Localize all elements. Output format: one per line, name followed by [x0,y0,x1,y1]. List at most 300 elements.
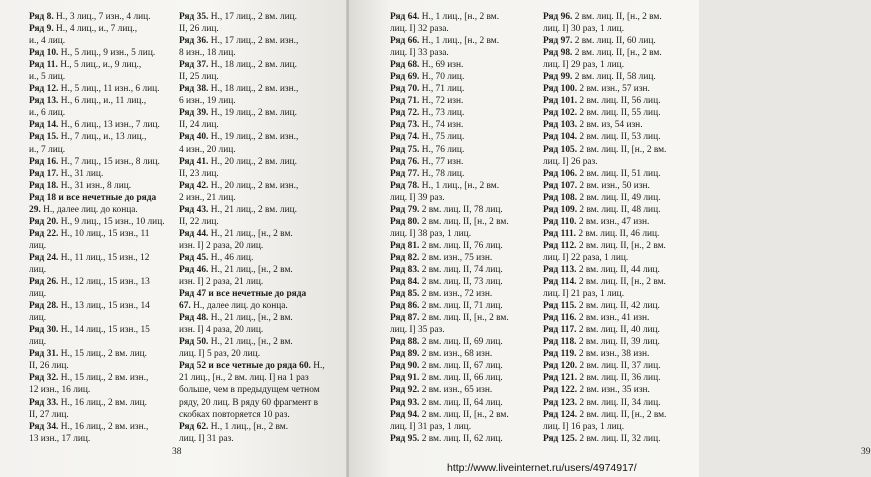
instruction-line [390,168,540,180]
row-text: 2 вм. лиц. II, 53 лиц. [577,132,661,143]
instruction-line [179,47,339,59]
row-label: Ряд 84. [390,277,420,288]
row-text: Н., 73 лиц. [419,108,465,119]
instruction-line [179,192,339,204]
row-text: Н., 21 лиц., [н., 2 вм. [208,337,293,348]
row-text: 2 вм. лиц. II, 36 лиц. [577,373,661,384]
row-text: 2 вм. лиц. II, 55 лиц. [577,108,661,119]
instruction-line [543,59,693,71]
instruction-line [179,288,339,300]
row-label: Ряд 95. [390,433,420,444]
row-text: 12 изн., 16 лиц. [29,385,91,396]
instruction-line [29,192,174,204]
instruction-line [390,107,540,119]
row-text: Н., 5 лиц., 9 изн., 5 лиц. [58,48,156,59]
instruction-line [543,409,693,421]
row-text: изн. I] 2 раза, 20 лиц. [179,240,264,251]
instruction-line [543,119,693,131]
row-text: Н., 21 лиц., 2 вм. лиц. [208,204,297,215]
row-label: Ряд 26. [29,277,59,288]
row-text: Н., 17 лиц., 2 вм. лиц. [208,12,297,22]
row-text: лиц. I] 32 раза. [390,24,449,35]
instruction-line [543,131,693,143]
row-text: 2 вм. лиц. II, 74 лиц. [419,264,503,275]
instruction-line [543,35,693,47]
instruction-line [179,372,339,384]
instruction-line [543,276,693,288]
instruction-line [29,23,174,35]
instruction-line [390,156,540,168]
row-text: 2 вм. лиц. II, 42 лиц. [576,301,660,312]
row-label: Ряд 81. [390,240,420,251]
row-label: Ряд 107. [543,180,578,191]
row-label: Ряд 33. [29,397,59,408]
instruction-line [179,11,339,23]
instruction-line [179,384,339,396]
row-label: Ряд 30. [29,325,59,336]
instruction-line [179,348,339,360]
row-label: Ряд 91. [390,373,420,384]
row-label: Ряд 116. [543,313,577,324]
instruction-line [390,421,540,433]
row-label: Ряд 13. [29,96,59,107]
instruction-line [390,95,540,107]
row-label: Ряд 69. [390,72,420,83]
row-label: Ряд 11. [29,60,58,71]
instruction-line [29,95,174,107]
row-text: 2 вм. лиц. II, 62 лиц. [419,433,503,444]
row-label: Ряд 15. [29,132,59,143]
instruction-line [179,71,339,83]
row-text: 2 вм. лиц. II, 39 лиц. [576,337,660,348]
row-label: Ряд 117. [543,325,577,336]
row-text: 8 изн., 18 лиц. [179,48,236,59]
row-label: Ряд 45. [179,252,209,263]
instruction-line [29,71,174,83]
row-text: лиц. [29,240,47,251]
row-text: ряду, 20 лиц. В ряду 60 фрагмент в [179,397,319,408]
instruction-line [29,324,174,336]
row-text: 2 вм. изн., 65 изн. [419,385,493,396]
instruction-line [390,264,540,276]
row-text: Н., 5 лиц., 11 изн., 6 лиц. [58,84,160,95]
instruction-line [390,288,540,300]
instruction-line [543,23,693,35]
row-label: Ряд 68. [390,60,420,71]
instruction-line [179,144,339,156]
instruction-line [179,83,339,95]
instruction-line [543,348,693,360]
row-text: II, 22 лиц. [179,216,219,227]
left-page [0,0,348,477]
row-text: II, 25 лиц. [179,72,219,83]
instruction-line [29,384,174,396]
instruction-line [179,264,339,276]
instruction-line [543,71,693,83]
row-text: лиц. I] 16 раз, 1 лиц. [543,421,625,432]
instruction-line [390,348,540,360]
row-text: Н., 18 лиц., 2 вм. лиц. [208,60,297,71]
row-text: Н., 4 лиц., и., 7 лиц., [53,24,138,35]
row-label: Ряд 42. [179,180,209,191]
row-label: Ряд 114. [543,277,577,288]
row-text: 2 вм. лиц. II, 37 лиц. [577,361,661,372]
row-label: Ряд 50. [179,337,209,348]
instruction-line [390,276,540,288]
row-label: Ряд 52 и все четные до ряда 60. [179,361,311,372]
row-text: 2 вм. лиц. II, 49 лиц. [577,192,661,203]
row-label: Ряд 83. [390,264,420,275]
instruction-line [390,59,540,71]
instruction-line [543,228,693,240]
instruction-line [29,59,174,71]
row-text: 2 вм. лиц. II, 71 лиц. [419,301,503,312]
row-text: скобках повторяется 10 раз. [179,409,290,420]
instruction-line [29,204,174,216]
left-page-column-2 [179,11,339,445]
instruction-line [390,180,540,192]
instruction-line [543,144,693,156]
right-page-column-1 [390,11,540,445]
instruction-line [29,119,174,131]
row-label: Ряд 87. [390,313,420,324]
row-label: Ряд 62. [179,421,209,432]
row-text: и., 5 лиц. [29,72,66,83]
row-text: Н., 11 лиц., 15 изн., 12 [58,252,150,263]
instruction-line [543,204,693,216]
instruction-line [543,107,693,119]
row-text: 2 вм. лиц. II, [н., 2 вм. [576,277,666,288]
row-label: Ряд 97. [543,36,573,47]
instruction-line [543,336,693,348]
row-text: Н., 31 изн., 8 лиц. [58,180,132,191]
row-label: Ряд 80. [390,216,420,227]
row-text: Н., далее лиц. до конца. [40,204,138,215]
row-text: Н., 17 лиц., 2 вм. изн., [208,36,299,47]
row-label: Ряд 106. [543,168,578,179]
row-text: II, 24 лиц. [179,120,219,131]
row-label: Ряд 124. [543,409,578,420]
instruction-line [390,204,540,216]
row-text: Н., 10 лиц., 15 изн., 11 [58,228,150,239]
row-text: 6 изн., 19 лиц. [179,96,236,107]
row-label: Ряд 76. [390,156,420,167]
page-number-left: 38 [172,447,182,457]
row-text: лиц. I] 35 раз. [390,325,445,336]
row-label: Ряд 74. [390,132,420,143]
row-text: 2 вм. изн., 35 изн. [577,385,650,396]
row-text: 2 вм. изн., 50 изн. [577,180,650,191]
row-text: 2 вм. изн., 47 изн. [576,216,650,227]
row-text: Н., 18 лиц., 2 вм. изн., [208,84,299,95]
row-label: Ряд 112. [543,240,577,251]
row-text: лиц. I] 31 раз. [179,433,234,444]
instruction-line [543,168,693,180]
row-text: Н., 21 лиц., [н., 2 вм. [208,264,293,275]
row-label: Ряд 34. [29,421,59,432]
row-label: Ряд 75. [390,144,420,155]
row-text: 2 вм. лиц. II, [н., 2 вм. [419,216,509,227]
instruction-line [390,397,540,409]
instruction-line [179,156,339,168]
row-label: Ряд 48. [179,313,209,324]
instruction-line [390,300,540,312]
row-text: 2 вм. лиц. II, 34 лиц. [577,397,661,408]
row-text: Н., 74 изн. [419,120,464,131]
instruction-line [179,421,339,433]
row-text: лиц. [29,264,47,275]
row-label: Ряд 43. [179,204,209,215]
row-text: лиц. I] 29 раз, 1 лиц. [543,60,625,71]
instruction-line [179,312,339,324]
row-label: Ряд 70. [390,84,420,95]
row-text: 2 вм. лиц. II, 32 лиц. [577,433,661,444]
row-text: 2 вм. лиц. II, 44 лиц. [576,264,660,275]
row-label: Ряд 94. [390,409,420,420]
row-label: Ряд 109. [543,204,578,215]
instruction-line [29,11,174,23]
instruction-line [29,228,174,240]
instruction-line [179,336,339,348]
row-label: Ряд 73. [390,120,420,131]
row-label: Ряд 9. [29,24,54,35]
instruction-line [29,216,174,228]
row-text: Н., 12 лиц., 15 изн., 13 [58,277,150,288]
row-text: 2 вм. лиц. II, [н., 2 вм. [572,48,662,59]
row-label: Ряд 105. [543,144,578,155]
row-label: Ряд 36. [179,36,209,47]
instruction-line [543,83,693,95]
instruction-line [179,228,339,240]
instruction-line [29,252,174,264]
row-text: Н., 72 изн. [419,96,464,107]
instruction-line [390,324,540,336]
row-text: 2 вм. из, 54 изн. [577,120,643,131]
row-label: Ряд 123. [543,397,578,408]
instruction-line [29,144,174,156]
row-text: II, 26 лиц. [29,361,69,372]
row-label: Ряд 88. [390,337,420,348]
row-label: Ряд 110. [543,216,577,227]
instruction-line [543,47,693,59]
instruction-line [179,59,339,71]
instruction-line [179,180,339,192]
row-text: 21 лиц., [н., 2 вм. лиц. I] на 1 раз [179,373,309,384]
instruction-line [29,421,174,433]
row-text: 2 вм. лиц. II, 67 лиц. [419,361,503,372]
row-text: 2 вм. лиц. II, [н., 2 вм. [577,144,667,155]
row-label: Ряд 24. [29,252,59,263]
row-label: Ряд 64. [390,12,420,22]
row-text: лиц. [29,289,47,300]
row-label: Ряд 93. [390,397,420,408]
row-text: 2 вм. изн., 38 изн. [576,349,650,360]
row-text: 2 вм. изн., 75 изн. [419,252,493,263]
row-text: Н., 76 лиц. [419,144,465,155]
row-label: Ряд 100. [543,84,578,95]
row-text: 2 вм. лиц. II, 51 лиц. [577,168,661,179]
instruction-line [543,300,693,312]
instruction-line [390,252,540,264]
row-text: 2 вм. лиц. II, 60 лиц. [572,36,656,47]
row-text: Н., 13 лиц., 15 изн., 14 [58,301,150,312]
row-label: Ряд 98. [543,48,573,59]
row-label: Ряд 113. [543,264,577,275]
row-text: лиц. I] 26 раз. [543,156,598,167]
row-label: Ряд 92. [390,385,420,396]
row-text: лиц. I] 21 раз, 1 лиц. [543,289,625,300]
row-text: 2 изн., 21 лиц. [179,192,236,203]
row-text: Н., 1 лиц., [н., 2 вм. [419,180,500,191]
row-text: Н., 1 лиц., [н., 2 вм. [419,12,500,22]
instruction-line [179,324,339,336]
row-label: Ряд 41. [179,156,209,167]
row-text: Н., 7 лиц., и., 13 лиц., [58,132,147,143]
instruction-line [390,83,540,95]
row-text: 2 вм. лиц. II, [н., 2 вм. [572,12,662,22]
instruction-line [543,312,693,324]
row-label: Ряд 39. [179,108,209,119]
instruction-line [543,372,693,384]
instruction-line [390,336,540,348]
instruction-line [179,168,339,180]
instruction-line [390,216,540,228]
instruction-line [543,180,693,192]
row-label: Ряд 46. [179,264,209,275]
instruction-line [29,47,174,59]
row-text: Н., [310,361,325,372]
row-text: II, 26 лиц. [179,24,219,35]
row-text: 4 изн., 20 лиц. [179,144,236,155]
row-text: Н., 3 лиц., 7 изн., 4 лиц. [53,12,151,22]
row-text: Н., 75 лиц. [419,132,465,143]
row-text: Н., 69 изн. [419,60,464,71]
instruction-line [390,131,540,143]
row-text: 2 вм. лиц. II, 76 лиц. [419,240,503,251]
row-text: 2 вм. лиц. II, 73 лиц. [419,277,503,288]
row-label: Ряд 99. [543,72,573,83]
row-label: Ряд 18. [29,180,59,191]
row-text: изн. I] 4 раза, 20 лиц. [179,325,264,336]
instruction-line [179,204,339,216]
instruction-line [390,71,540,83]
instruction-line [29,360,174,372]
row-label: Ряд 77. [390,168,420,179]
row-label: Ряд 89. [390,349,420,360]
instruction-line [390,119,540,131]
row-label: Ряд 37. [179,60,209,71]
instruction-line [179,119,339,131]
row-text: лиц. [29,313,47,324]
row-text: Н., 6 лиц., 13 изн., 7 лиц. [58,120,160,131]
row-text: Н., 15 лиц., 2 вм. лиц. [58,349,147,360]
row-text: Н., 9 лиц., 15 изн., 10 лиц. [58,216,165,227]
instruction-line [390,35,540,47]
row-label: Ряд 108. [543,192,578,203]
row-text: больше, чем в предыдущем четном [179,385,320,396]
row-text: 2 вм. изн., 68 изн. [419,349,493,360]
instruction-line [390,360,540,372]
instruction-line [390,144,540,156]
right-page-column-2 [543,11,693,445]
row-text: лиц. [29,337,47,348]
instruction-line [543,252,693,264]
row-text: Н., 19 лиц., 2 вм. лиц. [208,108,297,119]
instruction-line [29,107,174,119]
row-text: 13 изн., 17 лиц. [29,433,91,444]
row-text: лиц. I] 39 раз. [390,192,445,203]
row-text: и., 7 лиц. [29,144,66,155]
row-text: Н., 1 лиц., [н., 2 вм. [419,36,500,47]
instruction-line [179,95,339,107]
instruction-line [543,95,693,107]
row-label: Ряд 86. [390,301,420,312]
instruction-line [29,433,174,445]
instruction-line [29,240,174,252]
row-label: Ряд 103. [543,120,578,131]
row-text: Н., 77 изн. [419,156,464,167]
row-text: 2 вм. лиц. II, [н., 2 вм. [576,240,666,251]
row-text: 2 вм. изн., 72 изн. [419,289,493,300]
instruction-line [390,384,540,396]
row-label: Ряд 90. [390,361,420,372]
instruction-line [29,348,174,360]
row-text: Н., 15 лиц., 2 вм. изн., [58,373,149,384]
row-label: Ряд 111. [543,228,577,239]
instruction-line [179,23,339,35]
instruction-line [543,264,693,276]
instruction-line [179,433,339,445]
row-label: Ряд 31. [29,349,59,360]
instruction-line [29,372,174,384]
instruction-line [179,276,339,288]
row-label: Ряд 14. [29,120,59,131]
row-text: 2 вм. лиц. II, [н., 2 вм. [577,409,667,420]
instruction-line [29,264,174,276]
row-text: лиц. I] 38 раз, 1 лиц. [390,228,472,239]
instruction-line [179,240,339,252]
instruction-line [543,216,693,228]
instruction-line [29,276,174,288]
row-text: лиц. I] 33 раза. [390,48,449,59]
instruction-line [179,107,339,119]
row-text: 2 вм. изн., 41 изн. [576,313,650,324]
left-page-column-1 [29,11,174,445]
instruction-line [390,372,540,384]
row-label: Ряд 102. [543,108,578,119]
row-text: изн. I] 2 раза, 21 лиц. [179,277,264,288]
instruction-line [29,288,174,300]
row-label: Ряд 119. [543,349,577,360]
instruction-line [390,192,540,204]
row-text: 2 вм. изн., 57 изн. [577,84,650,95]
instruction-line [179,397,339,409]
row-text: 2 вм. лиц. II, [н., 2 вм. [419,313,509,324]
row-label: Ряд 96. [543,12,573,22]
instruction-line [390,240,540,252]
row-text: и., 4 лиц. [29,36,66,47]
row-label: Ряд 104. [543,132,578,143]
row-text: Н., 14 лиц., 15 изн., 15 [58,325,150,336]
row-text: и., 6 лиц. [29,108,66,119]
instruction-line [390,312,540,324]
row-label: Ряд 122. [543,385,578,396]
row-text: 2 вм. лиц. II, 56 лиц. [577,96,661,107]
instruction-line [29,35,174,47]
watermark-url: http://www.liveinternet.ru/users/4974917/ [447,462,637,474]
instruction-line [179,35,339,47]
row-text: 2 вм. лиц. II, 48 лиц. [577,204,661,215]
